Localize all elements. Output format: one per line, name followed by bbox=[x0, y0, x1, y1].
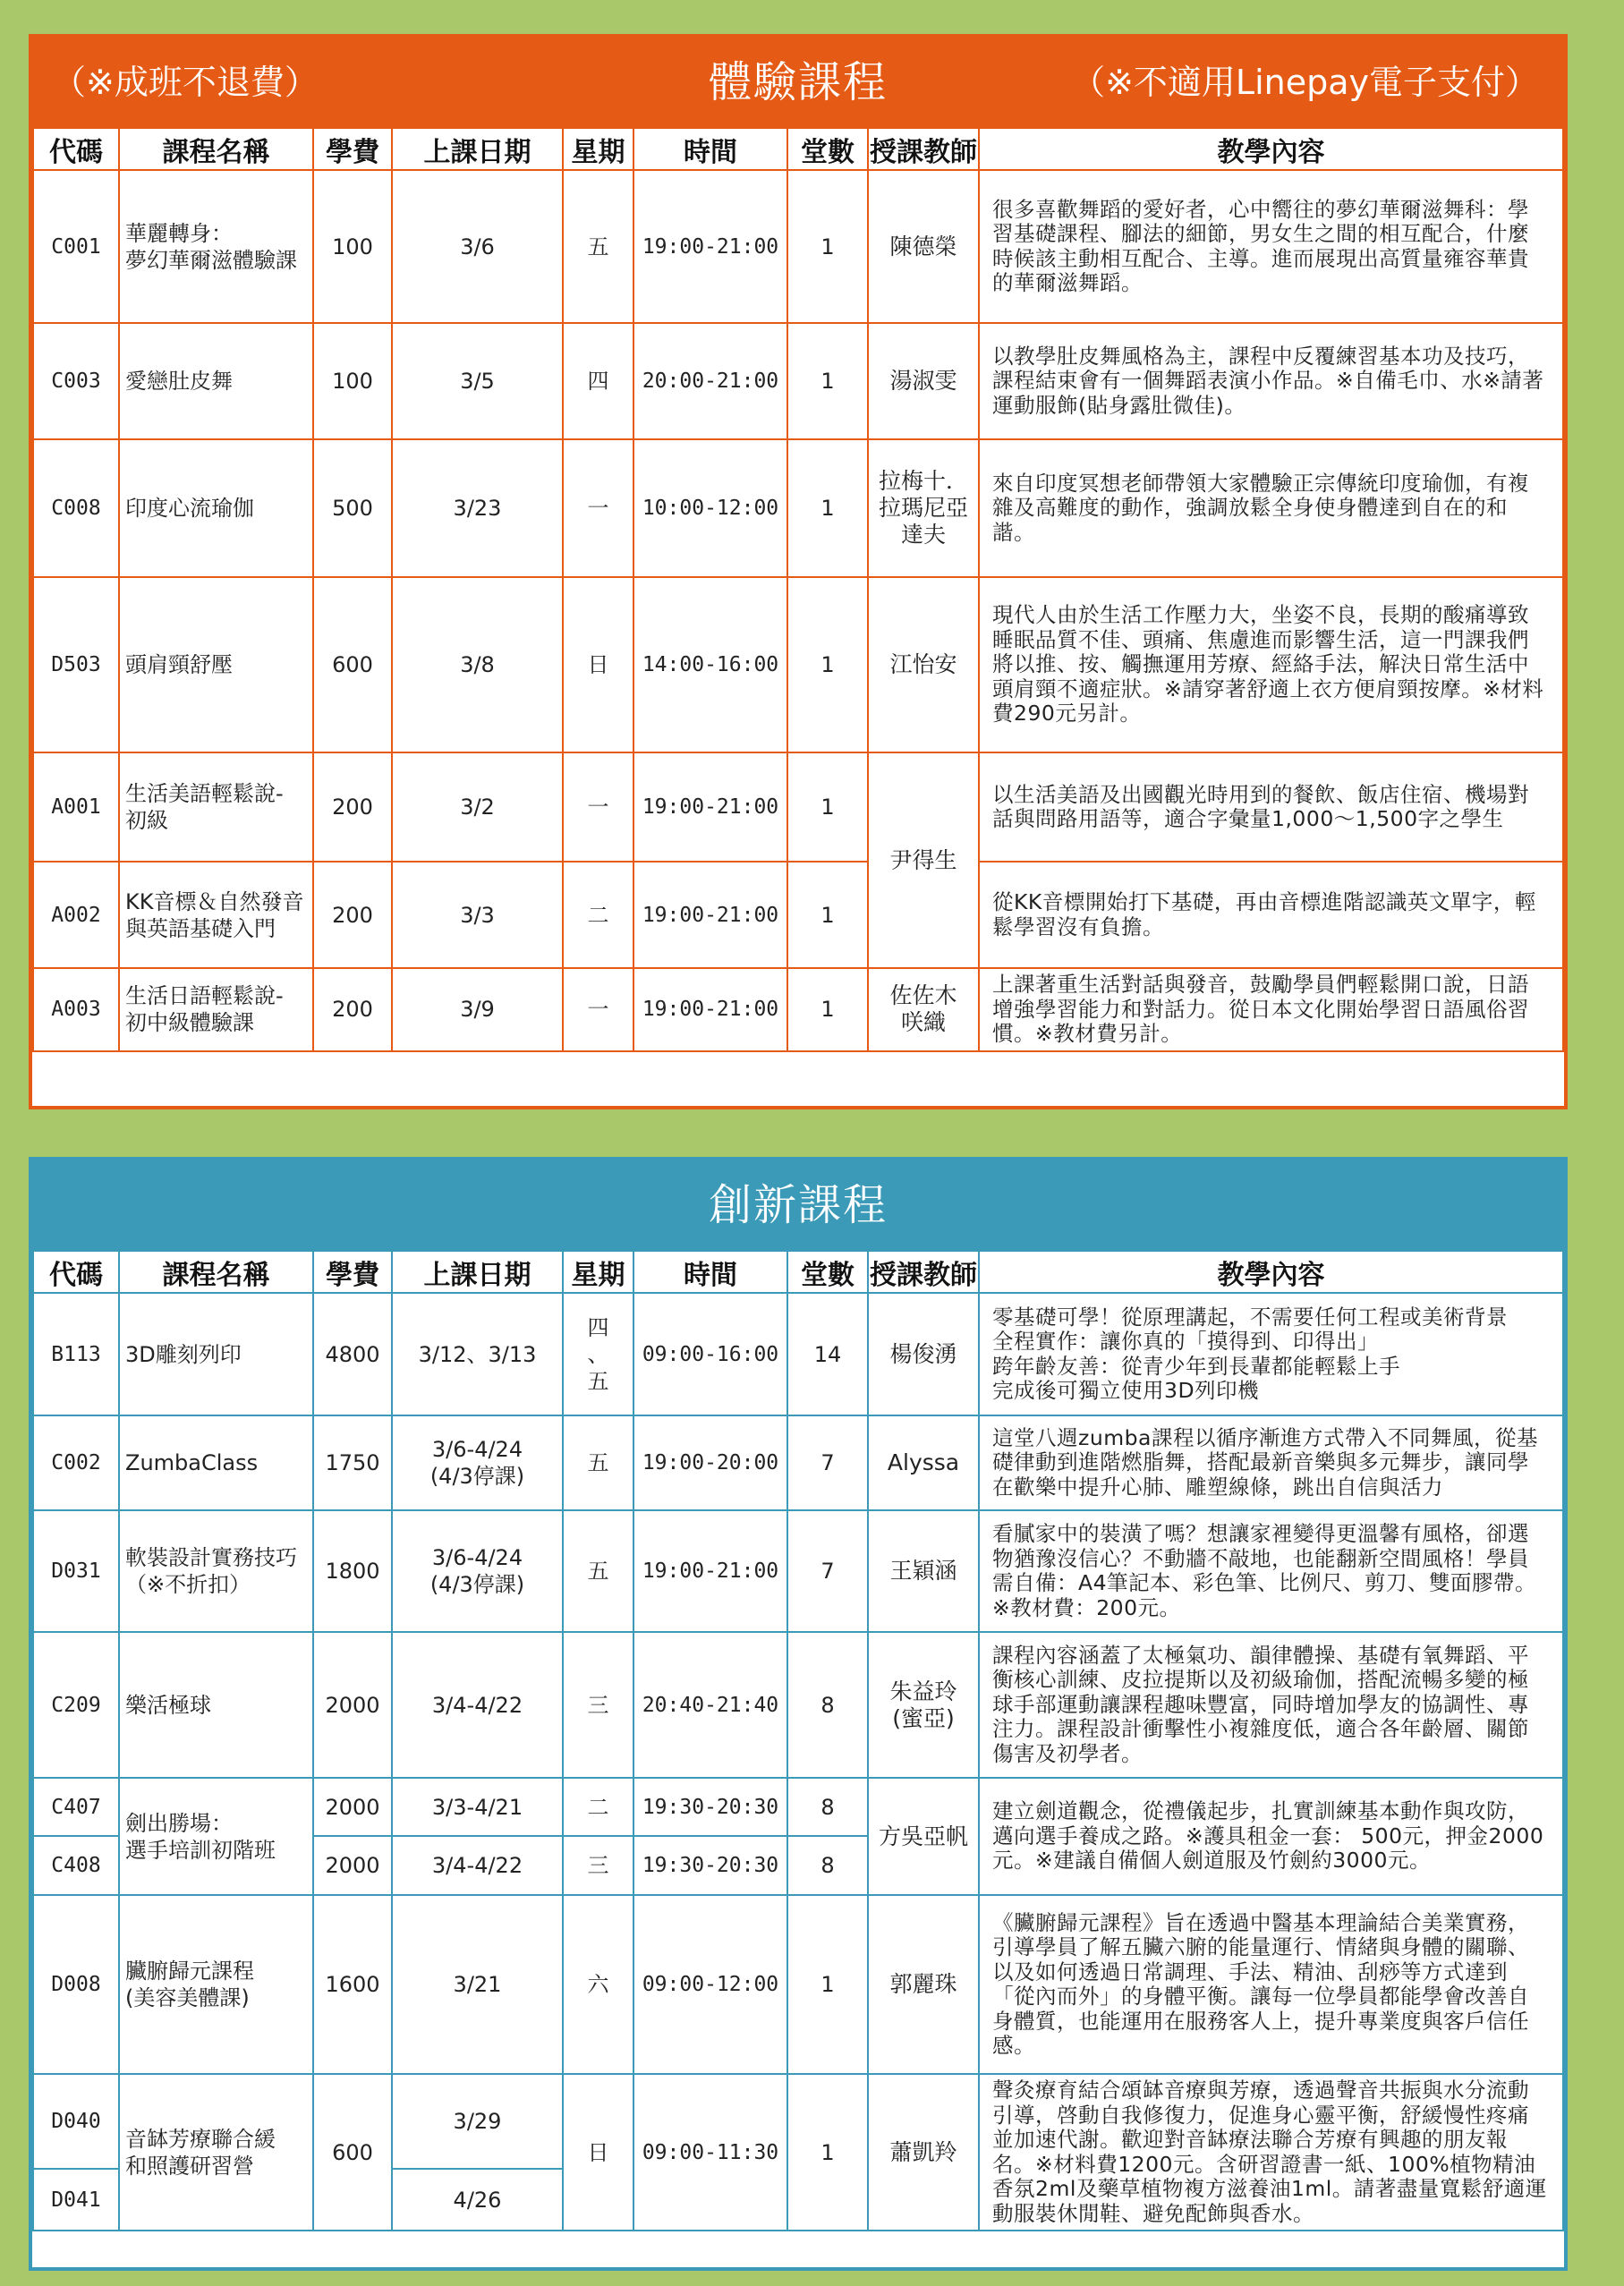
header-fee: 學費 bbox=[313, 128, 392, 170]
header-day: 星期 bbox=[563, 128, 633, 170]
course-sessions: 7 bbox=[787, 1510, 868, 1632]
course-time: 09:00-16:00 bbox=[633, 1293, 787, 1415]
course-code: A002 bbox=[33, 862, 119, 968]
course-date: 3/6 bbox=[392, 170, 563, 323]
table-row bbox=[33, 862, 1563, 968]
course-description: 零基礎可學！從原理講起，不需要任何工程或美術背景 全程實作：讓你真的「摸得到、印得出」 跨年齡友善：從青少年到長輩都能輕鬆上手 完成後可獨立使用3D列印機 bbox=[979, 1293, 1563, 1415]
table-row bbox=[33, 323, 1563, 439]
course-sessions: 1 bbox=[787, 170, 868, 323]
header-code: 代碼 bbox=[33, 128, 119, 170]
course-time: 20:00-21:00 bbox=[633, 323, 787, 439]
table-row bbox=[33, 577, 1563, 752]
course-time: 19:30-20:30 bbox=[633, 1778, 787, 1836]
header-sessions: 堂數 bbox=[787, 128, 868, 170]
course-time: 10:00-12:00 bbox=[633, 439, 787, 577]
table-row bbox=[33, 1293, 1563, 1415]
course-name: 頭肩頸舒壓 bbox=[119, 577, 313, 752]
experience-title: 體驗課程 bbox=[708, 57, 888, 107]
course-code: D008 bbox=[33, 1895, 119, 2074]
course-code: C002 bbox=[33, 1415, 119, 1510]
course-time: 20:40-21:40 bbox=[633, 1632, 787, 1778]
course-teacher: Alyssa bbox=[868, 1415, 979, 1510]
course-day: 日 bbox=[563, 2074, 633, 2231]
course-date: 3/6-4/24 (4/3停課) bbox=[392, 1415, 563, 1510]
course-sessions: 1 bbox=[787, 968, 868, 1051]
table-row bbox=[33, 1895, 1563, 2074]
course-name: 劍出勝場： 選手培訓初階班 bbox=[119, 1778, 313, 1895]
experience-banner bbox=[32, 38, 1564, 127]
course-date: 3/23 bbox=[392, 439, 563, 577]
course-day: 三 bbox=[563, 1632, 633, 1778]
course-time: 19:30-20:30 bbox=[633, 1836, 787, 1895]
course-fee: 2000 bbox=[313, 1836, 392, 1895]
course-day: 三 bbox=[563, 1836, 633, 1895]
course-code: D040 bbox=[33, 2074, 119, 2169]
course-date: 3/3 bbox=[392, 862, 563, 968]
table-row bbox=[33, 170, 1563, 323]
course-sessions: 1 bbox=[787, 323, 868, 439]
course-day: 一 bbox=[563, 439, 633, 577]
header-date: 上課日期 bbox=[392, 128, 563, 170]
course-fee: 4800 bbox=[313, 1293, 392, 1415]
course-description: 現代人由於生活工作壓力大，坐姿不良，長期的酸痛導致睡眠品質不佳、頭痛、焦慮進而影響生活，這一門課我們將以推、按、觸撫運用芳療、經絡手法，解決日常生活中頭肩頸不適症狀。※請穿著舒適上衣方便肩頸按摩。※材料費290元另計。 bbox=[979, 577, 1563, 752]
course-day: 六 bbox=[563, 1895, 633, 2074]
course-name: 印度心流瑜伽 bbox=[119, 439, 313, 577]
course-name: 生活美語輕鬆說- 初級 bbox=[119, 752, 313, 862]
course-fee: 200 bbox=[313, 968, 392, 1051]
header-name: 課程名稱 bbox=[119, 128, 313, 170]
course-day: 五 bbox=[563, 1415, 633, 1510]
course-sessions: 14 bbox=[787, 1293, 868, 1415]
course-code: D031 bbox=[33, 1510, 119, 1632]
course-day: 四 bbox=[563, 323, 633, 439]
course-date: 3/6-4/24 (4/3停課) bbox=[392, 1510, 563, 1632]
table-row bbox=[33, 752, 1563, 862]
course-description: 以教學肚皮舞風格為主，課程中反覆練習基本功及技巧，課程結束會有一個舞蹈表演小作品。※自備毛巾、水※請著運動服飾(貼身露肚微佳)。 bbox=[979, 323, 1563, 439]
course-fee: 1750 bbox=[313, 1415, 392, 1510]
course-description: 聲灸療育結合頌缽音療與芳療，透過聲音共振與水分流動引導，啓動自我修復力，促進身心靈平衡，舒緩慢性疼痛並加速代謝。歡迎對音缽療法聯合芳療有興趣的朋友報名。※材料費1200元。含研習證書一紙、100%植物精油香氛2ml及藥草植物複方滋養油1ml。請著盡量寬鬆舒適運動服裝休閒鞋、避免配飾與香水。 bbox=[979, 2074, 1563, 2231]
header-content: 教學內容 bbox=[979, 1251, 1563, 1293]
header-day: 星期 bbox=[563, 1251, 633, 1293]
course-code: C003 bbox=[33, 323, 119, 439]
course-name: 生活日語輕鬆說- 初中級體驗課 bbox=[119, 968, 313, 1051]
course-fee: 2000 bbox=[313, 1778, 392, 1836]
course-name: 樂活極球 bbox=[119, 1632, 313, 1778]
course-date: 3/12、3/13 bbox=[392, 1293, 563, 1415]
course-description: 這堂八週zumba課程以循序漸進方式帶入不同舞風，從基礎律動到進階燃脂舞，搭配最新音樂與多元舞步，讓同學在歡樂中提升心肺、雕塑線條，跳出自信與活力 bbox=[979, 1415, 1563, 1510]
course-code: C008 bbox=[33, 439, 119, 577]
innovation-table bbox=[32, 1250, 1564, 2231]
course-fee: 100 bbox=[313, 323, 392, 439]
course-fee: 200 bbox=[313, 862, 392, 968]
course-teacher: 湯淑雯 bbox=[868, 323, 979, 439]
header-fee: 學費 bbox=[313, 1251, 392, 1293]
course-fee: 200 bbox=[313, 752, 392, 862]
course-teacher: 拉梅十． 拉瑪尼亞 達夫 bbox=[868, 439, 979, 577]
course-date: 3/8 bbox=[392, 577, 563, 752]
course-teacher: 王穎涵 bbox=[868, 1510, 979, 1632]
course-name: 音缽芳療聯合緩 和照護研習營 bbox=[119, 2074, 313, 2231]
table-header-row bbox=[33, 1251, 1563, 1293]
table-row bbox=[33, 2074, 1563, 2169]
course-sessions: 1 bbox=[787, 577, 868, 752]
course-name: ZumbaClass bbox=[119, 1415, 313, 1510]
course-teacher: 朱益玲 (蜜亞) bbox=[868, 1632, 979, 1778]
course-day: 一 bbox=[563, 968, 633, 1051]
course-fee: 100 bbox=[313, 170, 392, 323]
course-teacher: 江怡安 bbox=[868, 577, 979, 752]
table-row bbox=[33, 1415, 1563, 1510]
course-date: 3/21 bbox=[392, 1895, 563, 2074]
course-name: 華麗轉身： 夢幻華爾滋體驗課 bbox=[119, 170, 313, 323]
course-description: 課程內容涵蓋了太極氣功、韻律體操、基礎有氧舞蹈、平衡核心訓練、皮拉提斯以及初級瑜伽，搭配流暢多變的極球手部運動讓課程趣味豐富，同時增加學友的協調性、專注力。課程設計衝擊性小複雜度低，適合各年齡層、關節傷害及初學者。 bbox=[979, 1632, 1563, 1778]
course-sessions: 1 bbox=[787, 1895, 868, 2074]
course-description: 很多喜歡舞蹈的愛好者，心中嚮往的夢幻華爾滋舞科：學習基礎課程、腳法的細節，男女生之間的相互配合，什麼時候該主動相互配合、主導。進而展現出高質量雍容華貴的華爾滋舞蹈。 bbox=[979, 170, 1563, 323]
course-day: 五 bbox=[563, 170, 633, 323]
course-time: 14:00-16:00 bbox=[633, 577, 787, 752]
header-date: 上課日期 bbox=[392, 1251, 563, 1293]
innovation-banner bbox=[32, 1160, 1564, 1250]
course-code: C209 bbox=[33, 1632, 119, 1778]
course-date: 3/2 bbox=[392, 752, 563, 862]
course-teacher: 郭麗珠 bbox=[868, 1895, 979, 2074]
course-fee: 2000 bbox=[313, 1632, 392, 1778]
course-description: 來自印度冥想老師帶領大家體驗正宗傳統印度瑜伽，有複雜及高難度的動作，強調放鬆全身使身體達到自在的和諧。 bbox=[979, 439, 1563, 577]
course-day: 二 bbox=[563, 862, 633, 968]
course-sessions: 1 bbox=[787, 439, 868, 577]
course-time: 09:00-11:30 bbox=[633, 2074, 787, 2231]
course-day: 二 bbox=[563, 1778, 633, 1836]
course-fee: 500 bbox=[313, 439, 392, 577]
course-name: 臟腑歸元課程 (美容美體課) bbox=[119, 1895, 313, 2074]
course-time: 19:00-20:00 bbox=[633, 1415, 787, 1510]
table-row bbox=[33, 968, 1563, 1051]
course-teacher: 陳德榮 bbox=[868, 170, 979, 323]
course-fee: 600 bbox=[313, 577, 392, 752]
course-date: 3/9 bbox=[392, 968, 563, 1051]
course-fee: 600 bbox=[313, 2074, 392, 2231]
course-teacher: 蕭凱羚 bbox=[868, 2074, 979, 2231]
course-description: 看膩家中的裝潢了嗎？想讓家裡變得更溫馨有風格，卻選物猶豫沒信心？不動牆不敲地，也能翻新空間風格！學員需自備：A4筆記本、彩色筆、比例尺、剪刀、雙面膠帶。※教材費：200元。 bbox=[979, 1510, 1563, 1632]
course-time: 19:00-21:00 bbox=[633, 752, 787, 862]
innovation-courses-panel bbox=[29, 1157, 1568, 2271]
course-sessions: 8 bbox=[787, 1778, 868, 1836]
header-time: 時間 bbox=[633, 1251, 787, 1293]
course-sessions: 8 bbox=[787, 1632, 868, 1778]
course-code: D041 bbox=[33, 2169, 119, 2231]
course-day: 一 bbox=[563, 752, 633, 862]
course-time: 19:00-21:00 bbox=[633, 1510, 787, 1632]
course-sessions: 1 bbox=[787, 2074, 868, 2231]
course-description: 上課著重生活對話與發音，鼓勵學員們輕鬆開口說，日語增強學習能力和對話力。從日本文化開始學習日語風俗習慣。※教材費另計。 bbox=[979, 968, 1563, 1051]
course-code: D503 bbox=[33, 577, 119, 752]
header-name: 課程名稱 bbox=[119, 1251, 313, 1293]
course-day: 四 、 五 bbox=[563, 1293, 633, 1415]
course-date: 3/3-4/21 bbox=[392, 1778, 563, 1836]
course-teacher: 方吳亞帆 bbox=[868, 1778, 979, 1895]
course-name: KK音標＆自然發音 與英語基礎入門 bbox=[119, 862, 313, 968]
course-time: 19:00-21:00 bbox=[633, 862, 787, 968]
course-time: 19:00-21:00 bbox=[633, 968, 787, 1051]
course-date: 3/5 bbox=[392, 323, 563, 439]
course-code: C407 bbox=[33, 1778, 119, 1836]
course-date: 3/4-4/22 bbox=[392, 1836, 563, 1895]
course-time: 19:00-21:00 bbox=[633, 170, 787, 323]
course-date: 4/26 bbox=[392, 2169, 563, 2231]
course-fee: 1600 bbox=[313, 1895, 392, 2074]
table-row bbox=[33, 1632, 1563, 1778]
course-teacher: 楊俊湧 bbox=[868, 1293, 979, 1415]
course-teacher: 佐佐木 咲織 bbox=[868, 968, 979, 1051]
course-fee: 1800 bbox=[313, 1510, 392, 1632]
header-teacher: 授課教師 bbox=[868, 128, 979, 170]
course-code: C408 bbox=[33, 1836, 119, 1895]
course-teacher: 尹得生 bbox=[868, 752, 979, 968]
course-day: 日 bbox=[563, 577, 633, 752]
header-teacher: 授課教師 bbox=[868, 1251, 979, 1293]
header-time: 時間 bbox=[633, 128, 787, 170]
course-date: 3/4-4/22 bbox=[392, 1632, 563, 1778]
course-sessions: 8 bbox=[787, 1836, 868, 1895]
experience-table bbox=[32, 127, 1564, 1052]
course-name: 軟裝設計實務技巧 （※不折扣） bbox=[119, 1510, 313, 1632]
innovation-title: 創新課程 bbox=[708, 1180, 888, 1230]
course-sessions: 7 bbox=[787, 1415, 868, 1510]
no-linepay-note: （※不適用Linepay電子支付） bbox=[1071, 63, 1539, 102]
course-name: 愛戀肚皮舞 bbox=[119, 323, 313, 439]
header-code: 代碼 bbox=[33, 1251, 119, 1293]
table-row bbox=[33, 1510, 1563, 1632]
course-day: 五 bbox=[563, 1510, 633, 1632]
header-content: 教學內容 bbox=[979, 128, 1563, 170]
course-time: 09:00-12:00 bbox=[633, 1895, 787, 2074]
course-code: A003 bbox=[33, 968, 119, 1051]
course-description: 建立劍道觀念，從禮儀起步，扎實訓練基本動作與攻防，邁向選手養成之路。※護具租金一套： 500元，押金2000元。※建議自備個人劍道服及竹劍約3000元。 bbox=[979, 1778, 1563, 1895]
course-description: 從KK音標開始打下基礎，再由音標進階認識英文單字，輕鬆學習沒有負擔。 bbox=[979, 862, 1563, 968]
course-description: 以生活美語及出國觀光時用到的餐飲、飯店住宿、機場對話與問路用語等，適合字彙量1,000～1,500字之學生 bbox=[979, 752, 1563, 862]
course-code: B113 bbox=[33, 1293, 119, 1415]
header-sessions: 堂數 bbox=[787, 1251, 868, 1293]
table-row bbox=[33, 1778, 1563, 1836]
no-refund-note: （※成班不退費） bbox=[52, 63, 319, 102]
course-sessions: 1 bbox=[787, 752, 868, 862]
course-date: 3/29 bbox=[392, 2074, 563, 2169]
table-row bbox=[33, 439, 1563, 577]
course-code: C001 bbox=[33, 170, 119, 323]
course-sessions: 1 bbox=[787, 862, 868, 968]
table-header-row bbox=[33, 128, 1563, 170]
course-description: 《臟腑歸元課程》旨在透過中醫基本理論結合美業實務，引導學員了解五臟六腑的能量運行、情緒與身體的關聯、以及如何透過日常調理、手法、精油、刮痧等方式達到「從內而外」的身體平衡。讓每一位學員都能學會改善自身體質，也能運用在服務客人上，提升專業度與客戶信任感。 bbox=[979, 1895, 1563, 2074]
course-code: A001 bbox=[33, 752, 119, 862]
experience-courses-panel bbox=[29, 34, 1568, 1109]
course-name: 3D雕刻列印 bbox=[119, 1293, 313, 1415]
